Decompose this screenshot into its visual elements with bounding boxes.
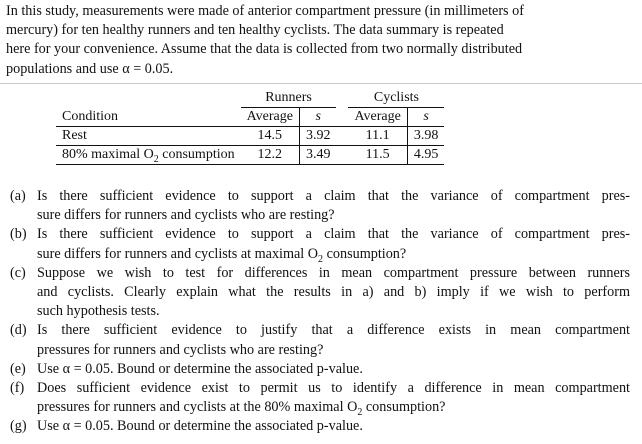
question-label: (e)	[10, 360, 26, 377]
runners-average: 14.5	[241, 127, 300, 146]
table-group-header	[56, 89, 444, 108]
row-condition: 80% maximal $O_2$ consumption	[56, 146, 241, 165]
intro-line: here for your convenience. Assume that the data is collected from two normally distributed	[6, 41, 523, 58]
question-c: (c) Suppose we wish to test for differences in mean compartment pressure between runners and cyclists. Clearly explain what the results in a) and b) imply if we wish to perform such hypothesis tests.	[10, 264, 630, 320]
col-runners-s: s	[315, 109, 321, 124]
data-summary-table	[56, 89, 444, 165]
question-label: (b)	[10, 226, 27, 243]
row-condition: Rest	[56, 127, 241, 146]
intro-line: In this study, measurements were made of anterior compartment pressure (in millimeters of	[6, 3, 524, 19]
runners-s: 3.92	[299, 127, 336, 146]
col-runners-average: Average	[241, 108, 300, 127]
col-condition: Condition	[56, 108, 241, 127]
intro-line: mercury) for ten healthy runners and ten healthy cyclists. The data summary is repeated	[6, 22, 504, 39]
question-g: (g) Use α = 0.05. Bound or determine the associated p-value.	[10, 417, 630, 436]
question-label: (d)	[10, 322, 27, 339]
col-cyclists-average: Average	[348, 108, 407, 127]
cyclists-s: 4.95	[407, 146, 444, 165]
col-cyclists-s: s	[423, 109, 429, 124]
table-column-header	[56, 108, 444, 127]
question-label: (a)	[10, 188, 26, 204]
divider	[0, 83, 642, 84]
runners-s: 3.49	[299, 146, 336, 165]
cyclists-average: 11.5	[348, 146, 407, 165]
group-cyclists: Cyclists	[348, 89, 444, 108]
intro-paragraph	[6, 2, 636, 79]
cyclists-average: 11.1	[348, 127, 407, 146]
group-runners: Runners	[241, 89, 337, 108]
table-row	[56, 127, 444, 146]
cyclists-s: 3.98	[407, 127, 444, 146]
runners-average: 12.2	[241, 146, 300, 165]
question-d: (d) Is there sufficient evidence to justify that a difference exists in mean compartment pressures for runners and cyclists who are resting?	[10, 322, 630, 358]
question-a: (a) Is there sufficient evidence to support a claim that the variance of compartment pres- sure differs for runners and cyclists who are resting?	[10, 188, 630, 224]
question-label: (f)	[10, 380, 25, 397]
question-label: (g)	[10, 418, 27, 435]
question-b: (b) Is there sufficient evidence to support a claim that the variance of compartment pres- sure differs for runners and cyclists at maximal $O_2$ consumption?	[10, 226, 630, 265]
intro-line: populations and use α = 0.05.	[6, 60, 174, 77]
question-list	[10, 187, 630, 437]
table-row	[56, 146, 444, 165]
question-e: (e) Use α = 0.05. Bound or determine the associated p-value.	[10, 360, 630, 379]
question-f: (f) Does sufficient evidence exist to permit us to identify a difference in mean compartment pressures for runners and cyclists at the 80% maximal $O_2$ consumption?	[10, 380, 630, 419]
question-label: (c)	[10, 264, 26, 281]
